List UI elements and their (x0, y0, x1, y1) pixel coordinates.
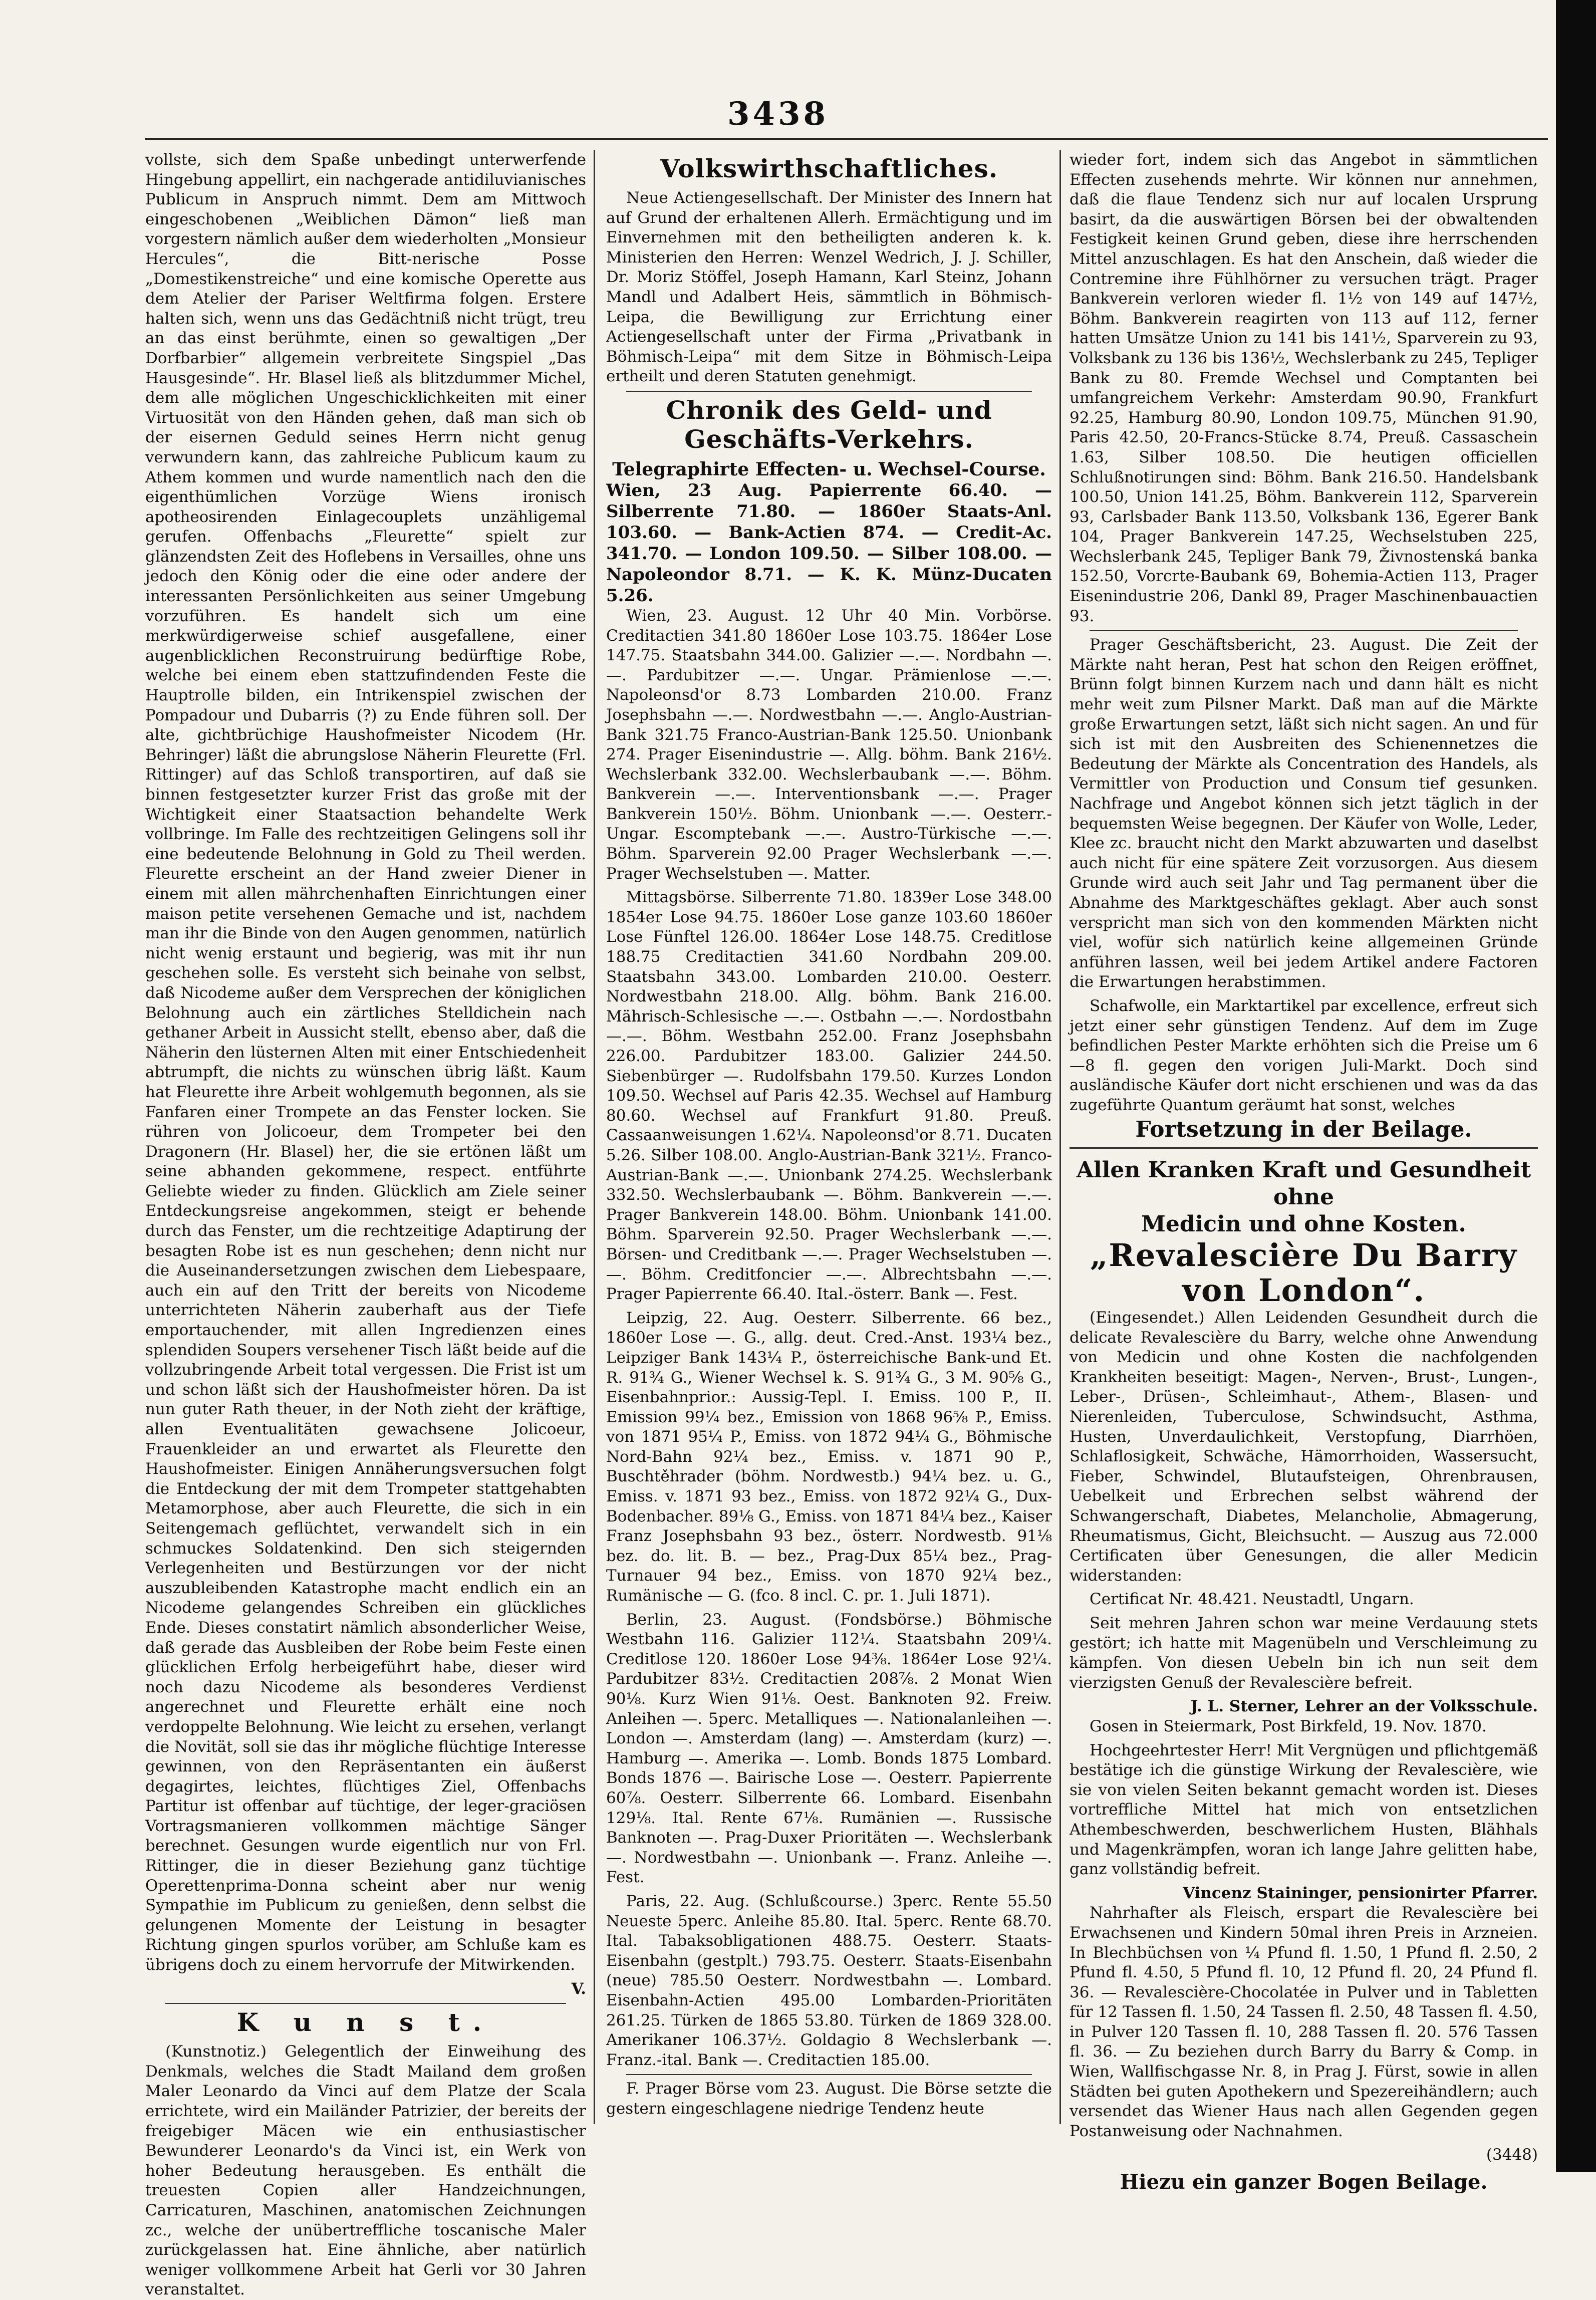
column-theater-review (145, 150, 586, 2299)
volkswirthschaft-heading: Volkswirthschaftliches. (660, 154, 998, 183)
supplement-note: Hiezu ein ganzer Bogen Beilage. (1120, 2170, 1488, 2194)
ad-certificate: Certificat Nr. 48.421. Neustadtl, Ungarn. (1090, 1590, 1414, 1609)
revalesciere-advertisement (1070, 1157, 1538, 2165)
ad-paragraph-2: Seit mehren Jahren schon war meine Verdauung stets gestört; ich hatte mit Magenübeln und Verschleimung zu kämpfen. Von diesen Uebeln bin ich nun seit dem vierzigsten Genuß der Revalescière befreit. (1070, 1614, 1538, 1692)
ad-paragraph-4: Nahrhafter als Fleisch, erspart die Revalescière bei Erwachsenen und Kindern 50mal ihren Preis in Arzneien. In Blechbüchsen von ¼ Pfund fl. 1.50, 1 Pfund fl. 2.50, 2 Pfund fl. 4.50, 5 Pfund fl. 10, 12 Pfund fl. 20, 24 Pfund fl. 36. — Revalescière-Chocolatée in Pulver und in Tabletten für 12 Tassen fl. 1.50, 24 Tassen fl. 2.50, 48 Tassen fl. 4.50, in Pulver 120 Tassen fl. 10, 288 Tassen fl. 20. 576 Tassen fl. 36. — Zu beziehen durch Barry du Barry & Comp. in Wien, Wallfischgasse Nr. 8, in Prag J. Fürst, sowie in allen Städten bei guten Apothekern und Spezereihändlern; auch versendet das Wiener Haus nach allen Gegenden gegen Postanweisung oder Nachnahmen. (1070, 1904, 1538, 2140)
boerse-continued-paragraph: wieder fort, indem sich das Angebot in sämmtlichen Effecten zusehends mehrte. Wir können nur annehmen, daß die flaue Tendenz sich nur auf localen Ursprung basirt, da die auswärtigen Börsen bei der obwaltenden Festigkeit keinen Grund geben, diese ihre herrschenden Mittel anzuschlagen. Es hat den Anschein, daß wieder die Contremine ihre Fühlhörner zu versuchen trägt. Prager Bankverein verloren wieder fl. 1½ von 149 auf 147½, Böhm. Bankverein reagirten von 113 auf 112, ferner hatten Umsätze Union zu 141 bis 141½, Sparverein zu 93, Volksbank zu 136 bis 136½, Wechslerbank zu 245, Tepliger Bank zu 80. Fremde Wechsel und Comptanten bei umfangreichem Verkehr: Amsterdam 90.90, Frankfurt 92.25, Hamburg 80.90, London 109.75, München 91.90, Paris 42.50, 20-Francs-Stücke 8.74, Preuß. Cassaschein 1.63, Silber 108.50. Die heutigen officiellen Schlußnotirungen sind: Böhm. Bank 216.50. Handelsbank 100.50, Union 141.25, Böhm. Bankverein 112, Sparverein 93, Carlsbader Bank 113.50, Volksbank 136, Egerer Bank 104, Prager Bankverein 147.25, Wechselstuben 225, Wechslerbank 245, Tepliger Bank 79, Živnostenská banka 152.50, Vorcrte-Baubank 69, Bohemia-Actien 113, Prager Eisenindustrie 206, Dankl 89, Prager Maschinenbauactien 93. (1070, 151, 1538, 625)
chronik-heading: Chronik des Geld- und Geschäfts-Verkehrs. (666, 395, 992, 454)
ad-signature-1: J. L. Sterner, Lehrer an der Volksschule. (1190, 1697, 1538, 1716)
geschaeftsbericht-paragraph: Prager Geschäftsbericht, 23. August. Die Zeit der Märkte naht heran, Pest hat schon den Reigen eröffnet, Brünn folgt binnen Kurzem nach und dann hält es nicht mehr weit zum Pilsner Markt. Daß man auf die Märkte große Erwartungen setzt, läßt sich nicht sagen. An und für sich ist mit den Ausbreiten des Schienennetzes die Bedeutung der Märkte als Concentration des Handels, als Vermittler von Production und Consum tief gesunken. Nachfrage und Angebot können sich jetzt täglich in der bequemsten Weise begegnen. Der Käufer von Wolle, Leder, Klee zc. braucht nicht den Markt abzuwarten und daselbst auch nicht für eine spätere Zeit vorzusorgen. Aus diesem Grunde wird auch seit Jahr und Tag permanent über die Abnahme des Marktgeschäftes geklagt. Aber auch sonst verspricht man sich von den kommenden Märkten nicht viel, wofür sich natürlich keine allgemeinen Gründe anführen lassen, weil bei jedem Artikel andere Factoren die Erwartungen herabstimmen. (1070, 636, 1538, 991)
continuation-note: Fortsetzung in der Beilage. (1135, 1116, 1472, 1142)
scan-border (1556, 0, 1596, 2172)
ad-title-line1: „Revalescière Du Barry (1090, 1237, 1518, 1274)
kunst-heading: K u n s t. (236, 2007, 495, 2037)
section-divider (165, 2003, 566, 2004)
mittagsboerse-paragraph: Mittagsbörse. Silberrente 71.80. 1839er Lose 348.00 1854er Lose 94.75. 1860er Lose ganze 103.60 1860er Lose Fünftel 126.00. 1864er Lose 148.75. Creditlose 188.75 Creditactien 341.60 Nordbahn 209.00. Staatsbahn 343.00. Lombarden 210.00. Oesterr. Nordwestbahn 218.00. Allg. böhm. Bank 216.00. Mährisch-Schlesische —.—. Ostbahn —.—. Nordostbahn —.—. Böhm. Westbahn 252.00. Franz Josephsbahn 226.00. Pardubitzer 183.00. Galizier 244.50. Siebenbürger —. Rudolfsbahn 179.50. Kurzes London 109.50. Wechsel auf Paris 42.35. Wechsel auf Hamburg 80.60. Wechsel auf Frankfurt 91.80. Preuß. Cassaanweisungen 1.62¼. Napoleonsd'or 8.71. Ducaten 5.26. Silber 108.00. Anglo-Austrian-Bank 321½. Franco-Austrian-Bank —.—. Unionbank 274.25. Wechslerbank 332.50. Wechslerbaubank —. Böhm. Bankverein —.—. Prager Bankverein 148.00. Böhm. Unionbank 141.00. Böhm. Sparverein 92.50. Prager Wechslerbank —.—. Börsen- und Creditbank —.—. Prager Wechselstuben —.—. Böhm. Creditfoncier —.—. Albrechtsbahn —.—. Prager Papierrente 66.40. Ital.-österr. Bank —. Fest. (606, 888, 1052, 1304)
review-signature: V. (571, 1979, 586, 1998)
review-text: vollste, sich dem Spaße unbedingt unterwerfende Hingebung appellirt, ein nachgerade antidiluvianisches Publicum in Anspruch nimmt. Dem am Mittwoch eingeschobenen „Weiblichen Dämon“ ließ man vorgestern nämlich außer dem wiederholten „Monsieur Hercules“, die Bitt-nerische Posse „Domestikenstreiche“ und eine komische Operette aus dem Atelier der Pariser Weltfirma folgen. Erstere halten sich, wenn uns das Gedächtniß nicht trügt, treu an das einst berühmte, einen so gewaltigen „Der Dorfbarbier“ allgemein verbreitete Singspiel „Das Hausgesinde“. Hr. Blasel ließ als blitzdummer Michel, dem alle möglichen Ungeschicklichkeiten mit einer Virtuosität von den Händen gehen, daß man sich ob der eisernen Geduld seines Herrn nicht genug verwundern kann, das zahlreiche Publicum kaum zu Athem kommen und wurde namentlich nach den die eigenthümlichen Vorzüge Wiens ironisch apotheosirenden Einlagecouplets unzähligemal gerufen. Offenbachs „Fleurette“ spielt zur glänzendsten Zeit des Hoflebens in Versailles, ohne uns jedoch den König oder die eine oder andere der interessanten Persönlichkeiten aus seiner Umgebung vorzuführen. Es handelt sich um eine merkwürdigerweise schief ausgefallene, einer augenblicklichen Reconstruirung bedürftige Robe, welche bei einem eben stattzufindenden Feste die Hauptrolle bilden, ein Intrikenspiel zwischen der Pompadour und Dubarris (?) zu Ende führen soll. Der alte, gichtbrüchige Haushofmeister Nicodem (Hr. Behringer) läßt die abrungslose Näherin Fleurette (Frl. Rittinger) auf das Schloß transportiren, auf daß sie binnen festgesetzter kurzer Frist das große mit der Wichtigkeit einer Staatsaction behandelte Werk vollbringe. Im Falle des rechtzeitigen Gelingens soll ihr eine bedeutende Belohnung in Gold zu Theil werden. Fleurette erscheint an der Hand zweier Diener in einem mit allen mährchenhaften Einrichtungen einer maison petite versehenen Gemache und ist, nachdem man ihr die Binde von den Augen genommen, natürlich nicht wenig erstaunt und begierig, was mit ihr nun geschehen solle. Es versteht sich beinahe von selbst, daß Nicodeme außer dem Versprechen der königlichen Belohnung auch ein zärtliches Stelldichein nach gethaner Arbeit in Aussicht stellt, ebenso aber, daß die Näherin den lüsternen Alten mit einer Entschiedenheit abtrumpft, die nichts zu wünschen übrig läßt. Kaum hat Fleurette ihre Arbeit wohlgemuth begonnen, als sie Fanfaren einer Trompete an das Fenster locken. Sie rühren von Jolicoeur, dem Trompeter bei den Dragonern (Hr. Blasel) her, die sie ertönen läßt um seine abhanden gekommene, respect. entführte Geliebte wieder zu finden. Glücklich am Ziele seiner Entdeckungsreise angekommen, steigt er behende durch das Fenster, um die rechtzeitige Adaptirung der besagten Robe ist es nun geschehen; denn nicht nur die Auseinandersetzungen zwischen dem Liebespaare, auch ein auf den Tritt der bereits von Nicodeme unterrichteten Näherin zauberhaft aus der Tiefe emportauchender, mit allen Ingredienzen eines splendiden Soupers versehener Tisch läßt beide auf die vollzubringende Arbeit total vergessen. Die Frist ist um und schon läßt sich der Haushofmeister hören. Da ist nun guter Rath theuer, in der Noth zieht der kräftige, allen Eventualitäten gewachsene Jolicoeur, Frauenkleider an und erwartet als Fleurette den Haushofmeister. Einigen Annäherungsversuchen folgt die Entdeckung der mit dem Trompeter stattgehabten Metamorphose, aber auch Fleurette, die sich in ein Seitengemach geflüchtet, verwandelt sich in ein schmuckes Soldatenkind. Den sich steigernden Verlegenheiten und Bestürzungen vor der nicht auszubleibenden Katastrophe macht endlich ein an Nicodeme gelangendes Schreiben ein glückliches Ende. Dieses constatirt nämlich absonderlicher Weise, daß gerade das Ausbleiben der Robe beim Feste einen glücklichen Erfolg herbeigeführt habe, dieser wird noch dazu Nicodeme als besonderes Verdienst angerechnet und Fleurette erhält eine noch verdoppelte Belohnung. Wie leicht zu ersehen, verlangt die Novität, soll sie das ihr mögliche flüchtige Interesse gewinnen, von den Repräsentanten ein äußerst degagirtes, leichtes, flüchtiges Ziel, Offenbachs Partitur ist offenbar auf tüchtige, der leger-graciösen Vortragsmanieren vollkommen mächtige Sänger berechnet. Gesungen wurde eigentlich nur von Frl. Rittinger, die in dieser Beziehung ganz tüchtige Operettenprima-Donna scheint aber nur wenig Sympathie im Publicum zu genießen, denn selbst die gelungenen Momente der Leistung in besagter Richtung gingen spurlos vorüber, am Schluße kam es übrigens doch zu einem hervorrufe der Mitwirkenden. (145, 151, 586, 1974)
ad-title-line2: von London“. (1182, 1272, 1426, 1309)
paris-paragraph: Paris, 22. Aug. (Schlußcourse.) 3perc. Rente 55.50 Neueste 5perc. Anleihe 85.80. Ital. 5perc. Rente 68.70. Ital. Tabaksobligationen 488.75. Oesterr. Staats-Eisenbahn (gestplt.) 793.75. Oesterr. Staats-Eisenbahn (neue) 785.50 Oesterr. Nordwestbahn —. Lombard. Eisenbahn-Actien 495.00 Lombarden-Prioritäten 261.25. Türken de 1865 53.80. Türken de 1869 328.00. Amerikaner 106.37½. Goldagio 8 Wechslerbank —. Franz.-ital. Bank —. Creditactien 185.00. (606, 1892, 1052, 2069)
telegraph-courses (606, 459, 1052, 606)
column-divider-1 (594, 150, 595, 2124)
actiengesellschaft-paragraph: Neue Actiengesellschaft. Der Minister des Innern hat auf Grund der erhaltenen Allerh. Ermächtigung und im Einvernehmen mit den betheiligten anderen k. k. Ministerien den Herren: Wenzel Wedrich, J. J. Schiller, Dr. Moriz Stöffel, Joseph Hamann, Karl Steinz, Johann Mandl und Adalbert Heis, sämmtlich in Böhmisch-Leipa, die Bewilligung zur Errichtung einer Actiengesellschaft unter der Firma „Privatbank in Böhmisch-Leipa“ mit dem Sitze in Böhmisch-Leipa ertheilt und deren Statuten genehmigt. (606, 189, 1052, 386)
ad-heading-line1: Allen Kranken Kraft und Gesundheit ohne (1076, 1157, 1531, 1210)
section-divider (1090, 630, 1518, 631)
ad-signature-2: Vincenz Staininger, pensionirter Pfarrer. (1183, 1884, 1538, 1902)
kunst-paragraph: (Kunstnotiz.) Gelegentlich der Einweihung des Denkmals, welches die Stadt Mailand dem großen Maler Leonardo da Vinci auf dem Platze der Scala errichtete, wird ein Mailänder Patrizier, der bereits der freigebiger Mäcen wie ein enthusiastischer Bewunderer Leonardo's da Vinci ist, ein Werk von hoher Bedeutung herausgeben. Es enthält die treuesten Copien aller Handzeichnungen, Carricaturen, Maschinen, anatomischen Zeichnungen zc., welche der unübertreffliche toscanische Maler zurückgelassen hat. Eine ähnliche, aber natürlich weniger vollkommene Arbeit hat Gerli vor 30 Jahren veranstaltet. (145, 2042, 586, 2299)
section-divider (626, 2074, 1032, 2075)
ad-heading-line2: Medicin und ohne Kosten. (1141, 1211, 1466, 1237)
ad-divider (1070, 1147, 1538, 1149)
page-number: 3438 (727, 95, 829, 133)
column-market-and-ad (1070, 150, 1538, 2194)
leipzig-paragraph: Leipzig, 22. Aug. Oesterr. Silberrente. 66 bez., 1860er Lose —. G., allg. deut. Cred.-Anst. 193¼ bez., Leipziger Bank 143¼ P., österreichische Bank-und Et. R. 91¾ G., Wiener Wechsel k. S. 91¾ G., 3 M. 90⅝ G., Eisenbahnprior.: Aussig-Tepl. I. Emiss. 100 P., II. Emission 99¼ bez., Emission von 1868 96⅝ P., Emiss. von 1871 95¼ P., Emiss. von 1872 94¼ G., Böhmische Nord-Bahn 92¼ bez., Emiss. v. 1871 90 P., Buschtěhrader (böhm. Nordwestb.) 94¼ bez. u. G., Emiss. v. 1871 93 bez., Emiss. von 1872 92¼ G., Dux-Bodenbacher. 89⅛ G., Emiss. von 1871 84¼ bez., Kaiser Franz Josephsbahn 93 bez., österr. Nordwestb. 91⅛ bez. do. lit. B. — bez., Prag-Dux 85¼ bez., Prag-Turnauer 94 bez., Emiss. von 1870 92¼ bez., Rumänische — G. (fco. 8 incl. C. pr. 1. Juli 1871). (606, 1309, 1052, 1605)
prager-boerse-paragraph: F. Prager Börse vom 23. August. Die Börse setzte die gestern eingeschlagene niedrige Tendenz heute (606, 2080, 1052, 2118)
ad-place-date: Gosen in Steiermark, Post Birkfeld, 19. Nov. 1870. (1090, 1717, 1487, 1735)
berlin-paragraph: Berlin, 23. August. (Fondsbörse.) Böhmische Westbahn 116. Galizier 112¼. Staatsbahn 209¼. Creditlose 120. 1860er Lose 94⅜. 1864er Lose 92¼. Pardubitzer 83½. Creditactien 208⅞. 2 Monat Wien 90⅛. Kurz Wien 91⅛. Oest. Banknoten 92. Freiw. Anleihen —. 5perc. Metalliques —. Nationalanleihen —. London —. Amsterdam (lang) —. Amsterdam (kurz) —. Hamburg —. Amerika —. Lomb. Bonds 1875 Lombard. Bonds 1876 —. Bairische Lose —. Oesterr. Papierrente 60⅞. Oesterr. Silberrente 66. Lombard. Eisenbahn 129⅛. Ital. Rente 67⅛. Rumänien —. Russische Banknoten —. Prag-Duxer Prioritäten —. Wechslerbank —. Nordwestbahn —. Unionbank —. Franz. Anleihe —. Fest. (606, 1610, 1052, 1887)
telegraph-heading: Telegraphirte Effecten- u. Wechsel-Course. (612, 458, 1046, 480)
header-rule (145, 138, 1548, 140)
telegraph-text: Wien, 23 Aug. Papierrente 66.40. — Silberrente 71.80. — 1860er Staats-Anl. 103.60. — Bank-Actien 874. — Credit-Ac. 341.70. — London 109.50. — Silber 108.00. — Napoleondor 8.71. — K. K. Münz-Ducaten 5.26. (606, 480, 1052, 606)
column-economy (606, 150, 1052, 2144)
schafwolle-paragraph: Schafwolle, ein Marktartikel par excellence, erfreut sich jetzt einer sehr günstigen Tendenz. Auf dem im Zuge befindlichen Pester Markte erhöhten sich die Preise um 6—8 fl. gegen den vorigen Juli-Markt. Doch sind ausländische Käufer dort nicht erschienen und was da das zugeführte Quantum geräumt hat sonst, welches (1070, 996, 1538, 1114)
wien-paragraph: Wien, 23. August. 12 Uhr 40 Min. Vorbörse. Creditactien 341.80 1860er Lose 103.75. 1864er Lose 147.75. Staatsbahn 344.00. Galizier —.—. Nordbahn —.—. Pardubitzer —.—. Ungar. Prämienlose —.—. Napoleonsd'or 8.73 Lombarden 210.00. Franz Josephsbahn —.—. Nordwestbahn —.—. Anglo-Austrian-Bank 321.75 Franco-Austrian-Bank 125.50. Unionbank 274. Prager Eisenindustrie —. Allg. böhm. Bank 216½. Wechslerbank 332.00. Wechslerbaubank —.—. Böhm. Bankverein —.—. Interventionsbank —.—. Prager Bankverein 150½. Böhm. Unionbank —.—. Oesterr.-Ungar. Escomptebank —.—. Austro-Türkische —.—. Böhm. Sparverein 92.00 Prager Wechslerbank —.—. Prager Wechselstuben —. Matter. (606, 606, 1052, 883)
section-divider (626, 391, 1032, 392)
column-divider-2 (1059, 150, 1061, 2124)
ad-paragraph-1: (Eingesendet.) Allen Leidenden Gesundheit durch die delicate Revalescière du Barry, welche ohne Anwendung von Medicin und ohne Kosten die nachfolgenden Krankheiten beseitigt: Magen-, Nerven-, Brust-, Lungen-, Leber-, Drüsen-, Schleimhaut-, Athem-, Blasen- und Nierenleiden, Tuberculose, Schwindsucht, Asthma, Husten, Unverdaulichkeit, Verstopfung, Diarrhöen, Schlaflosigkeit, Schwäche, Hämorrhoiden, Wassersucht, Fieber, Schwindel, Blutaufsteigen, Ohrenbrausen, Uebelkeit und Erbrechen selbst während der Schwangerschaft, Diabetes, Melancholie, Abmagerung, Rheumatismus, Gicht, Bleichsucht. — Auszug aus 72.000 Certificaten über Genesungen, die aller Medicin widerstanden: (1070, 1309, 1538, 1585)
ad-number: (3448) (1486, 2146, 1538, 2164)
ad-paragraph-3: Hochgeehrtester Herr! Mit Vergnügen und pflichtgemäß bestätige ich die günstige Wirkung der Revalescière, wie sie von vielen Seiten bekannt gemacht worden ist. Dieses vortreffliche Mittel hat mich von entsetzlichen Athembeschwerden, beschwerlichem Husten, Blähhals und Magenkrämpfen, woran ich lange Jahre gelitten habe, ganz vollständig befreit. (1070, 1741, 1538, 1879)
